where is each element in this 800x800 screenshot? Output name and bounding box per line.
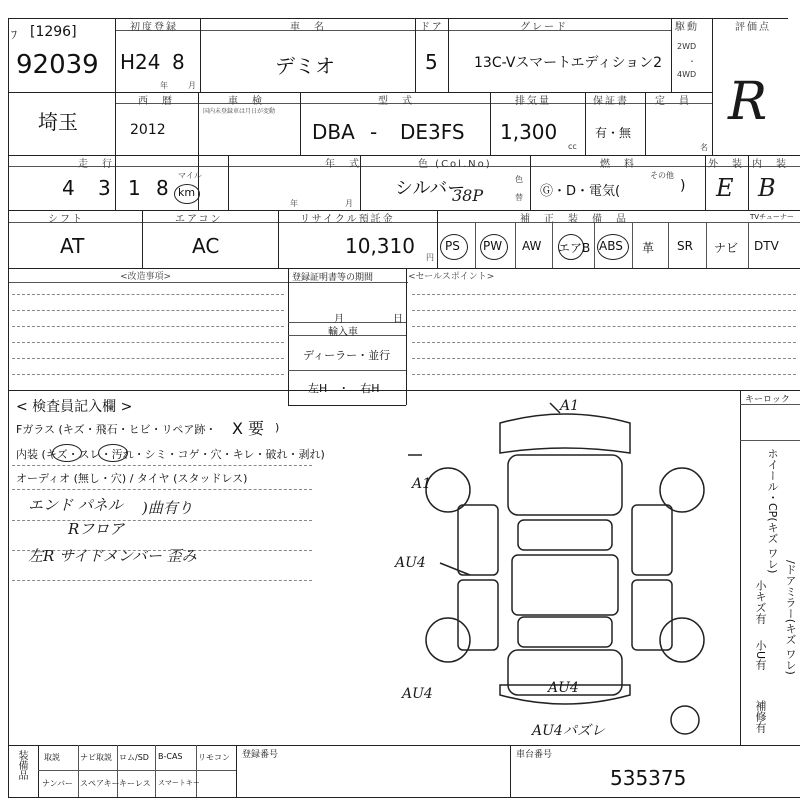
fglass-mark: X 要 <box>232 419 265 438</box>
first-reg-era: H24 <box>120 50 161 74</box>
mark-rear-left-au4: AU4 <box>402 686 433 702</box>
footer-number-plate: ナンバー <box>42 779 74 788</box>
inspector-title: < 検査員記入欄 > <box>16 399 133 415</box>
note-bent: )曲有り <box>142 499 193 517</box>
mileage-unit-mile: マイル <box>178 171 202 180</box>
car-name: デミオ <box>275 54 335 78</box>
model-prefix: DBA <box>312 120 355 144</box>
drive-dot: ・ <box>688 57 696 66</box>
footer-keyless: キーレス <box>119 779 151 788</box>
equip-pw: PW <box>483 239 503 253</box>
drive-2wd: 2WD <box>677 42 697 51</box>
reg-month-label: 月 <box>334 314 344 325</box>
year-western: 2012 <box>130 122 166 138</box>
grade-label: グレード <box>520 22 568 33</box>
interior-grade: B <box>758 174 776 202</box>
right-rear-door-shape <box>632 580 672 650</box>
left-rear-door-shape <box>458 580 498 650</box>
footer-manual: 取説 <box>44 753 60 762</box>
side-legend-small-scratch: 小キズ有 <box>754 580 767 624</box>
drive-4wd: 4WD <box>677 70 697 79</box>
steering: 左H ・ 右H <box>308 382 380 395</box>
color-change-bottom: 替 <box>515 193 523 202</box>
a1-pointer <box>550 403 560 413</box>
doors: 5 <box>425 50 438 74</box>
model-dash: - <box>370 120 378 144</box>
capacity-label: 定 員 <box>655 96 691 107</box>
left-front-wheel-shape <box>426 468 470 512</box>
cc-label: cc <box>568 142 577 151</box>
lot-bracket: [1296] <box>30 24 77 40</box>
mileage-digit-1: 4 <box>62 176 75 200</box>
footer-side-label: 装備品 <box>16 750 27 780</box>
car-name-label: 車 名 <box>290 22 326 33</box>
shift: AT <box>60 234 85 258</box>
recycle-label: リサイクル預託金 <box>300 214 395 225</box>
prefecture: 埼玉 <box>38 110 78 134</box>
front-bumper-shape <box>500 414 630 453</box>
mark-left-a1: A1 <box>412 476 432 492</box>
fglass-line: Fガラス (キズ・飛石・ヒビ・リペア跡・ <box>16 423 217 436</box>
windshield-shape <box>518 520 612 550</box>
recall-label: <改造事項> <box>120 272 172 282</box>
equip-sr: SR <box>677 239 693 253</box>
mark-trunk-au4: AU4 <box>548 680 579 696</box>
inspection-label: 車 検 <box>228 96 264 107</box>
right-rear-wheel-shape <box>660 618 704 662</box>
left-front-door-shape <box>458 505 498 575</box>
note-end-panel: エンド パネル <box>28 496 123 514</box>
lot-prefix: ﾌ <box>11 28 18 42</box>
side-legend-mirror: /ドアミラー(キズ ワレ) <box>784 560 797 675</box>
mark-front-a1: A1 <box>560 398 580 414</box>
footer-bcas: B-CAS <box>158 752 183 761</box>
dealer-parallel: ディーラー・並行 <box>303 349 391 362</box>
mark-rear-au4: AU4パズレ <box>532 723 605 739</box>
left-rear-wheel-shape <box>426 618 470 662</box>
color-code: 38P <box>452 186 484 205</box>
sales-point-label: <セールスポイント> <box>408 272 495 282</box>
side-legend-wheel: ホイール・CP(キズ ワレ) <box>766 448 779 574</box>
note-side-member: 左R サイドメンバー 歪み <box>28 547 197 565</box>
footer-spare-key: スペアキー <box>80 779 120 788</box>
equip-ps: PS <box>445 239 460 253</box>
chassis-number: 535375 <box>610 766 687 790</box>
model-label: 型 式 <box>378 96 414 107</box>
equipment-label: 補 正 装 備 品 <box>520 214 628 225</box>
color-name: シルバー <box>395 178 466 199</box>
right-front-wheel-shape <box>660 468 704 512</box>
color-label: 色 (Col.No) <box>418 159 492 170</box>
yen-label: 円 <box>426 253 434 262</box>
keylock-label: キーロック <box>745 395 790 405</box>
hood-shape <box>508 455 622 515</box>
color-change-top: 色 <box>515 175 523 184</box>
equip-aw: AW <box>522 239 542 253</box>
reg-day-label: 日 <box>393 314 403 325</box>
au4-pointer <box>440 563 470 575</box>
reg-number-label: 登録番号 <box>242 750 279 760</box>
spare-wheel-shape <box>671 706 699 734</box>
fuel: Ⓖ・D・電気( <box>540 184 621 199</box>
equip-leather: 革 <box>642 241 655 255</box>
equip-dtv: DTV <box>754 239 779 253</box>
inspection-note: 国内未登録車は月日が変動 <box>203 108 276 115</box>
score: R <box>728 72 768 132</box>
rear-glass-shape <box>518 617 612 647</box>
mileage-digit-2: 3 <box>98 176 111 200</box>
footer-rom-sd: ロム/SD <box>119 753 149 762</box>
import-label: 輸入車 <box>328 327 358 338</box>
side-legend-small-dent: 小U有 <box>754 640 767 671</box>
model-year-label: 年 式 <box>325 159 361 170</box>
doors-label: ドア <box>420 22 444 33</box>
displacement: 1,300 <box>500 120 558 144</box>
footer-smart-key: スマートキー <box>158 779 200 787</box>
lot-number: 92039 <box>16 50 99 80</box>
scratch-circle <box>52 444 82 462</box>
interior-label: 内 装 <box>752 159 788 170</box>
footer-navi-manual: ナビ取説 <box>80 753 112 762</box>
equip-airbag: エアB <box>558 241 591 255</box>
dirt-circle <box>98 444 128 462</box>
drive-label: 駆動 <box>675 22 699 33</box>
first-reg-label: 初度登録 <box>130 22 178 33</box>
right-front-door-shape <box>632 505 672 575</box>
exterior-label: 外 装 <box>708 159 744 170</box>
western-year-label: 西 暦 <box>138 96 174 107</box>
mileage-digit-3: 1 <box>128 176 141 200</box>
exterior-grade: E <box>716 174 734 202</box>
mileage-label: 走 行 <box>78 159 114 170</box>
reg-deadline-label: 登録証明書等の期間 <box>292 273 374 283</box>
chassis-label: 車台番号 <box>516 750 553 760</box>
model-month-suffix: 月 <box>345 199 353 208</box>
year-suffix: 年 <box>160 81 168 90</box>
grade: 13C-Vスマートエディション2 <box>474 55 663 71</box>
person-label: 名 <box>700 143 708 152</box>
mark-left-au4: AU4 <box>395 555 426 571</box>
equip-abs: ABS <box>599 239 623 253</box>
note-r-floor: Rフロア <box>68 520 125 538</box>
warranty: 有・無 <box>595 126 632 140</box>
aircon: AC <box>192 234 220 258</box>
side-legend-repair: 補修有 <box>754 700 767 733</box>
fuel-label: 燃 料 <box>600 159 636 170</box>
shift-label: シフト <box>48 214 84 225</box>
model-year-suffix: 年 <box>290 199 298 208</box>
month-suffix: 月 <box>188 81 196 90</box>
fglass-close: ) <box>275 421 280 434</box>
tuner-label: TVチューナー <box>750 213 794 221</box>
footer-remote: リモコン <box>198 753 230 762</box>
recycle-fee: 10,310 <box>345 234 415 258</box>
interior-line: 内装 (キズ・スレ・汚れ・シミ・コゲ・穴・キレ・破れ・剥れ) <box>16 448 325 461</box>
roof-shape <box>512 555 618 615</box>
first-reg-month: 8 <box>172 50 185 74</box>
mileage-digit-4: 8 <box>156 176 169 200</box>
fuel-close: ) <box>680 178 686 194</box>
warranty-label: 保証書 <box>593 96 629 107</box>
mileage-unit-km: km <box>178 186 196 199</box>
score-label: 評価点 <box>735 22 771 33</box>
displacement-label: 排気量 <box>515 96 551 107</box>
aircon-label: エアコン <box>175 214 223 225</box>
audio-tire-line: オーディオ (無し・穴) / タイヤ (スタッドレス) <box>16 472 248 485</box>
fuel-other: その他 <box>650 171 674 180</box>
model-code: DE3FS <box>400 120 465 144</box>
equip-navi: ナビ <box>714 241 739 255</box>
